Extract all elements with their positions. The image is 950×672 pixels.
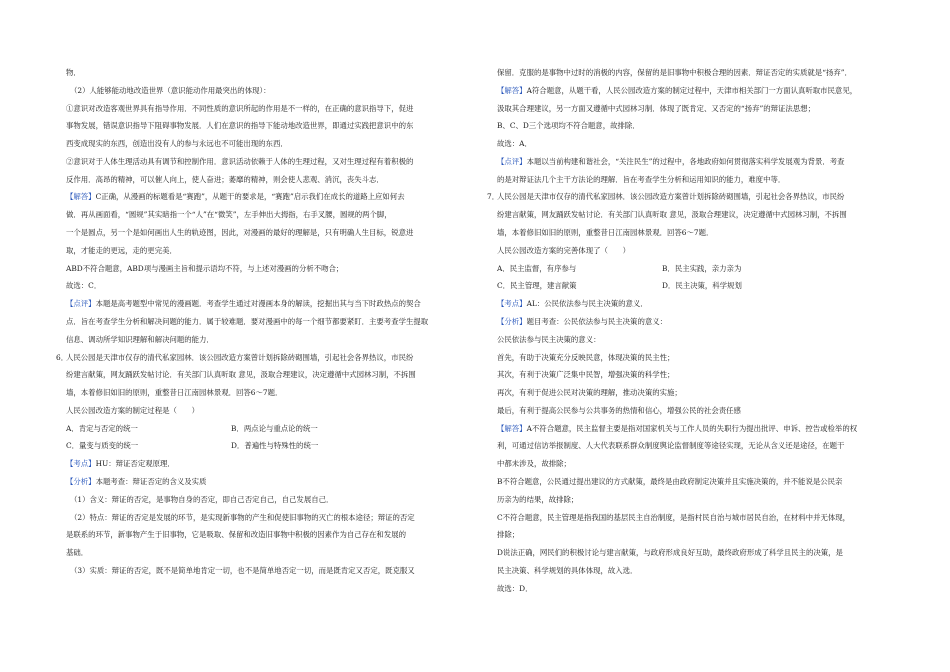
text-line: ABD不符合题意，ABD项与漫画主旨和提示语均不符，与上述对漫画的分析不吻合； — [66, 263, 344, 273]
option-b: B．两点论与重点论的统一 — [231, 423, 318, 433]
point-line — [497, 299, 897, 308]
text-line: 最后，有利于提高公民参与公共事务的热情和信心，增强公民的社会责任感 — [497, 405, 741, 415]
comment-line — [66, 299, 451, 308]
text-span: 题目考查：公民依法参与民主决策的意义： — [526, 316, 668, 326]
text-line: 取，才能走的更远，走的更完美． — [66, 245, 177, 255]
text-line: 保留．克服的是事物中过时的消极的内容，保留的是旧事物中积极合理的因素．辩证否定的实质就是“扬弃”． — [497, 68, 852, 77]
text-line: 纷建言献策，网友踊跃发帖讨论．有关部门认真听取 意见，汲取合理建议，决定遵循中式园林习制，不拆围 — [66, 370, 416, 380]
answer-tag: 【解答】 — [66, 192, 96, 202]
options-row — [66, 424, 451, 433]
text-line: 墙，本着修旧如旧的原则，重整昔日江南园林景观．回答6～7题． — [497, 228, 714, 238]
options-row — [497, 281, 897, 290]
analysis-tag: 【分析】 — [497, 316, 527, 326]
text-line: （3）实质：辩证的否定，既不是简单地肯定一切，也不是简单地否定一切，而是既肯定又否定，既克服又 — [70, 565, 415, 575]
point-tag: 【考点】 — [66, 459, 96, 469]
text-line: C不符合题意，民主管理是指我国的基层民主自治制度，是指村民自治与城市居民自治，在材料中并无体现， — [497, 512, 851, 522]
text-line: 公民依法参与民主决策的意义： — [497, 334, 601, 344]
text-line: 排除； — [497, 530, 520, 540]
question-6 — [56, 352, 451, 362]
question-stem: 人民公园改造方案的完善体现了（ ） — [497, 245, 631, 255]
answer-tag: 【解答】 — [497, 423, 527, 433]
comment-tag: 【点评】 — [66, 299, 96, 309]
text-span: 本题是高考题型中常见的漫画题．考查学生通过对漫画本身的解读，挖掘出其与当下时政热点的契合 — [95, 299, 421, 309]
text-span: 人民公园是天津市仅存的清代私家园林．该公园改造方案曾计划拆除砖砌围墙，引起社会各界热议，市民纷 — [66, 352, 414, 362]
text-line: 故选：C． — [66, 281, 102, 291]
text-line: 做．再从画面看，“圆规”其实暗指一个“人”在“微笑”，左手伸出大拇指，右手叉腰，圆规的两个脚， — [66, 210, 392, 220]
text-line: 物． — [66, 68, 81, 77]
option-b: B．民主实践，亲力亲为 — [662, 263, 742, 273]
text-line: 历亲为的结果，故排除； — [497, 494, 579, 504]
analysis-line — [497, 317, 897, 326]
text-span: A不符合题意，民主监督主要是指对国家机关与工作人员的失职行为提出批评、申诉、控告或检举的权 — [526, 423, 858, 433]
text-line: 纷建言献策，网友踊跃发帖讨论．有关部门认真听取 意见，汲取合理建议，决定遵循中式园林习制，不拆围 — [497, 210, 847, 220]
option-a: A．民主监督，有序参与 — [497, 263, 577, 273]
answer-line — [497, 86, 897, 95]
text-line: 中都未涉及，故排除； — [497, 459, 571, 469]
point-line — [66, 459, 451, 468]
answer-tag: 【解答】 — [497, 85, 527, 95]
text-span: 本题考查：辩证否定的含义及实质 — [95, 476, 207, 486]
text-line: 信息、调动所学知识理解和解决问题的能力． — [66, 334, 214, 344]
text-line: 再次，有利于促进公民对决策的理解，推动决策的实施； — [497, 388, 682, 398]
text-span: AL：公民依法参与民主决策的意义． — [526, 299, 648, 309]
point-tag: 【考点】 — [497, 299, 527, 309]
text-line: 首先，有助于决策充分反映民意，体现决策的民主性； — [497, 352, 675, 362]
text-span: HU：辩证否定观原理． — [95, 459, 175, 469]
text-line: 汲取其合理建议，另一方面又遵循中式园林习制．体现了既肯定、又否定的“扬弃”的辩证法思想； — [497, 103, 815, 113]
text-line: D说法正确，网民们的积极讨论与建言献策，与政府形成良好互助，最终政府形成了科学且民主的决策，是 — [497, 548, 843, 558]
options-row — [66, 441, 451, 450]
option-a: A．肯定与否定的统一 — [66, 423, 138, 433]
answer-line — [66, 192, 451, 201]
text-line: B、C、D三个选项均不符合题意，故排除． — [497, 121, 640, 131]
text-span: 本题以当前构建和谐社会，“关注民生”的过程中，各地政府如何贯彻落实科学发展观为背景．考查 — [526, 156, 845, 166]
text-span: C正确，从漫画的标题看是“赛跑”，从题干的要求是，“赛跑”启示我们在成长的道路上应如何去 — [95, 192, 405, 202]
question-7 — [487, 192, 897, 202]
option-d: D．普遍性与特殊性的统一 — [231, 441, 319, 451]
text-line: B不符合题意，公民通过提出建议的方式献策，最终是由政府制定决策并且实施决策的，并不能说是公民亲 — [497, 476, 843, 486]
text-line: 故选：D． — [497, 583, 533, 593]
left-column — [56, 68, 451, 584]
comment-tag: 【点评】 — [497, 156, 527, 166]
options-row — [497, 264, 897, 273]
comment-line — [497, 157, 897, 166]
text-line: 的是对辩证法几个主干方法论的理解．旨在考查学生分析和运用知识的能力，难度中等． — [497, 174, 786, 184]
text-line: 其次，有利于决策广泛集中民智，增强决策的科学性； — [497, 370, 675, 380]
text-line: 反作用．高昂的精神，可以催人向上，使人奋进；萎靡的精神，则会使人悲观、消沉，丧失斗志． — [66, 174, 384, 184]
text-line: ①意识对改造客观世界具有指导作用．不同性质的意识所起的作用是不一样的，在正确的意识指导下，促进 — [66, 103, 414, 113]
question-stem: 人民公园改造方案的制定过程是（ ） — [66, 405, 200, 415]
option-c: C．民主管理，建言献策 — [497, 281, 577, 291]
text-line: 故选：A． — [497, 139, 532, 149]
text-line: （2）人能够能动地改造世界（意识能动作用最突出的体现）： — [70, 85, 271, 95]
text-line: 西变成现实的东西，创造出没有人的参与永远也不可能出现的东西． — [66, 139, 288, 149]
analysis-tag: 【分析】 — [66, 476, 96, 486]
analysis-line — [66, 477, 451, 486]
option-d: D．民主决策，科学规划 — [662, 281, 742, 291]
question-number: 7． — [487, 192, 500, 202]
text-line: 墙，本着修旧如旧的原则，重整昔日江南园林景观．回答6～7题． — [66, 388, 283, 398]
text-span: A符合题意，从题干看，人民公园改造方案的制定过程中，天津市相关部门一方面认真听取市民意见， — [526, 85, 858, 95]
text-line: 点．旨在考查学生分析和解决问题的能力．属于较难题．要对漫画中的每一个细节都要紧盯．主要考查学生提取 — [66, 316, 429, 326]
text-line: （2）特点：辩证的否定是发展的环节，是实现新事物的产生和促使旧事物的灭亡的根本途径；辩证的否定 — [70, 512, 415, 522]
text-line: 民主决策、科学规划的具体体现，故入选． — [497, 565, 638, 575]
option-c: C．量变与质变的统一 — [66, 441, 139, 451]
right-column — [487, 68, 897, 601]
text-span: 人民公园是天津市仅存的清代私家园林．该公园改造方案曾计划拆除砖砌围墙，引起社会各界热议，市民纷 — [497, 192, 845, 202]
text-line: ②意识对于人体生理活动具有调节和控制作用．意识活动依赖于人体的生理过程，又对生理过程有着积极的 — [66, 156, 414, 166]
answer-line — [497, 424, 897, 433]
text-line: 是联系的环节，新事物产生于旧事物，它是吸取、保留和改造旧事物中积极的因素作为自己存在和发展的 — [66, 530, 406, 540]
text-line: （1）含义：辩证的否定，是事物自身的否定，即自己否定自己，自己发展自己． — [70, 494, 334, 504]
question-number: 6． — [56, 352, 69, 362]
text-line: 利，可通过信访举报制度、人大代表联系群众制度舆论监督制度等途径实现，无论从含义还是途径，在题干 — [497, 441, 845, 451]
text-line: 一个是圆点，另一个是如何画出人生的轨迹图，因此，对漫画的最好的理解是，只有明确人生目标，锐意进 — [66, 228, 414, 238]
text-line: 事物发展，错误意识指导下阻碍事物发展．人们在意识的指导下能动地改造世界，即通过实践把意识中的东 — [66, 121, 414, 131]
text-line: 基础． — [66, 548, 89, 558]
